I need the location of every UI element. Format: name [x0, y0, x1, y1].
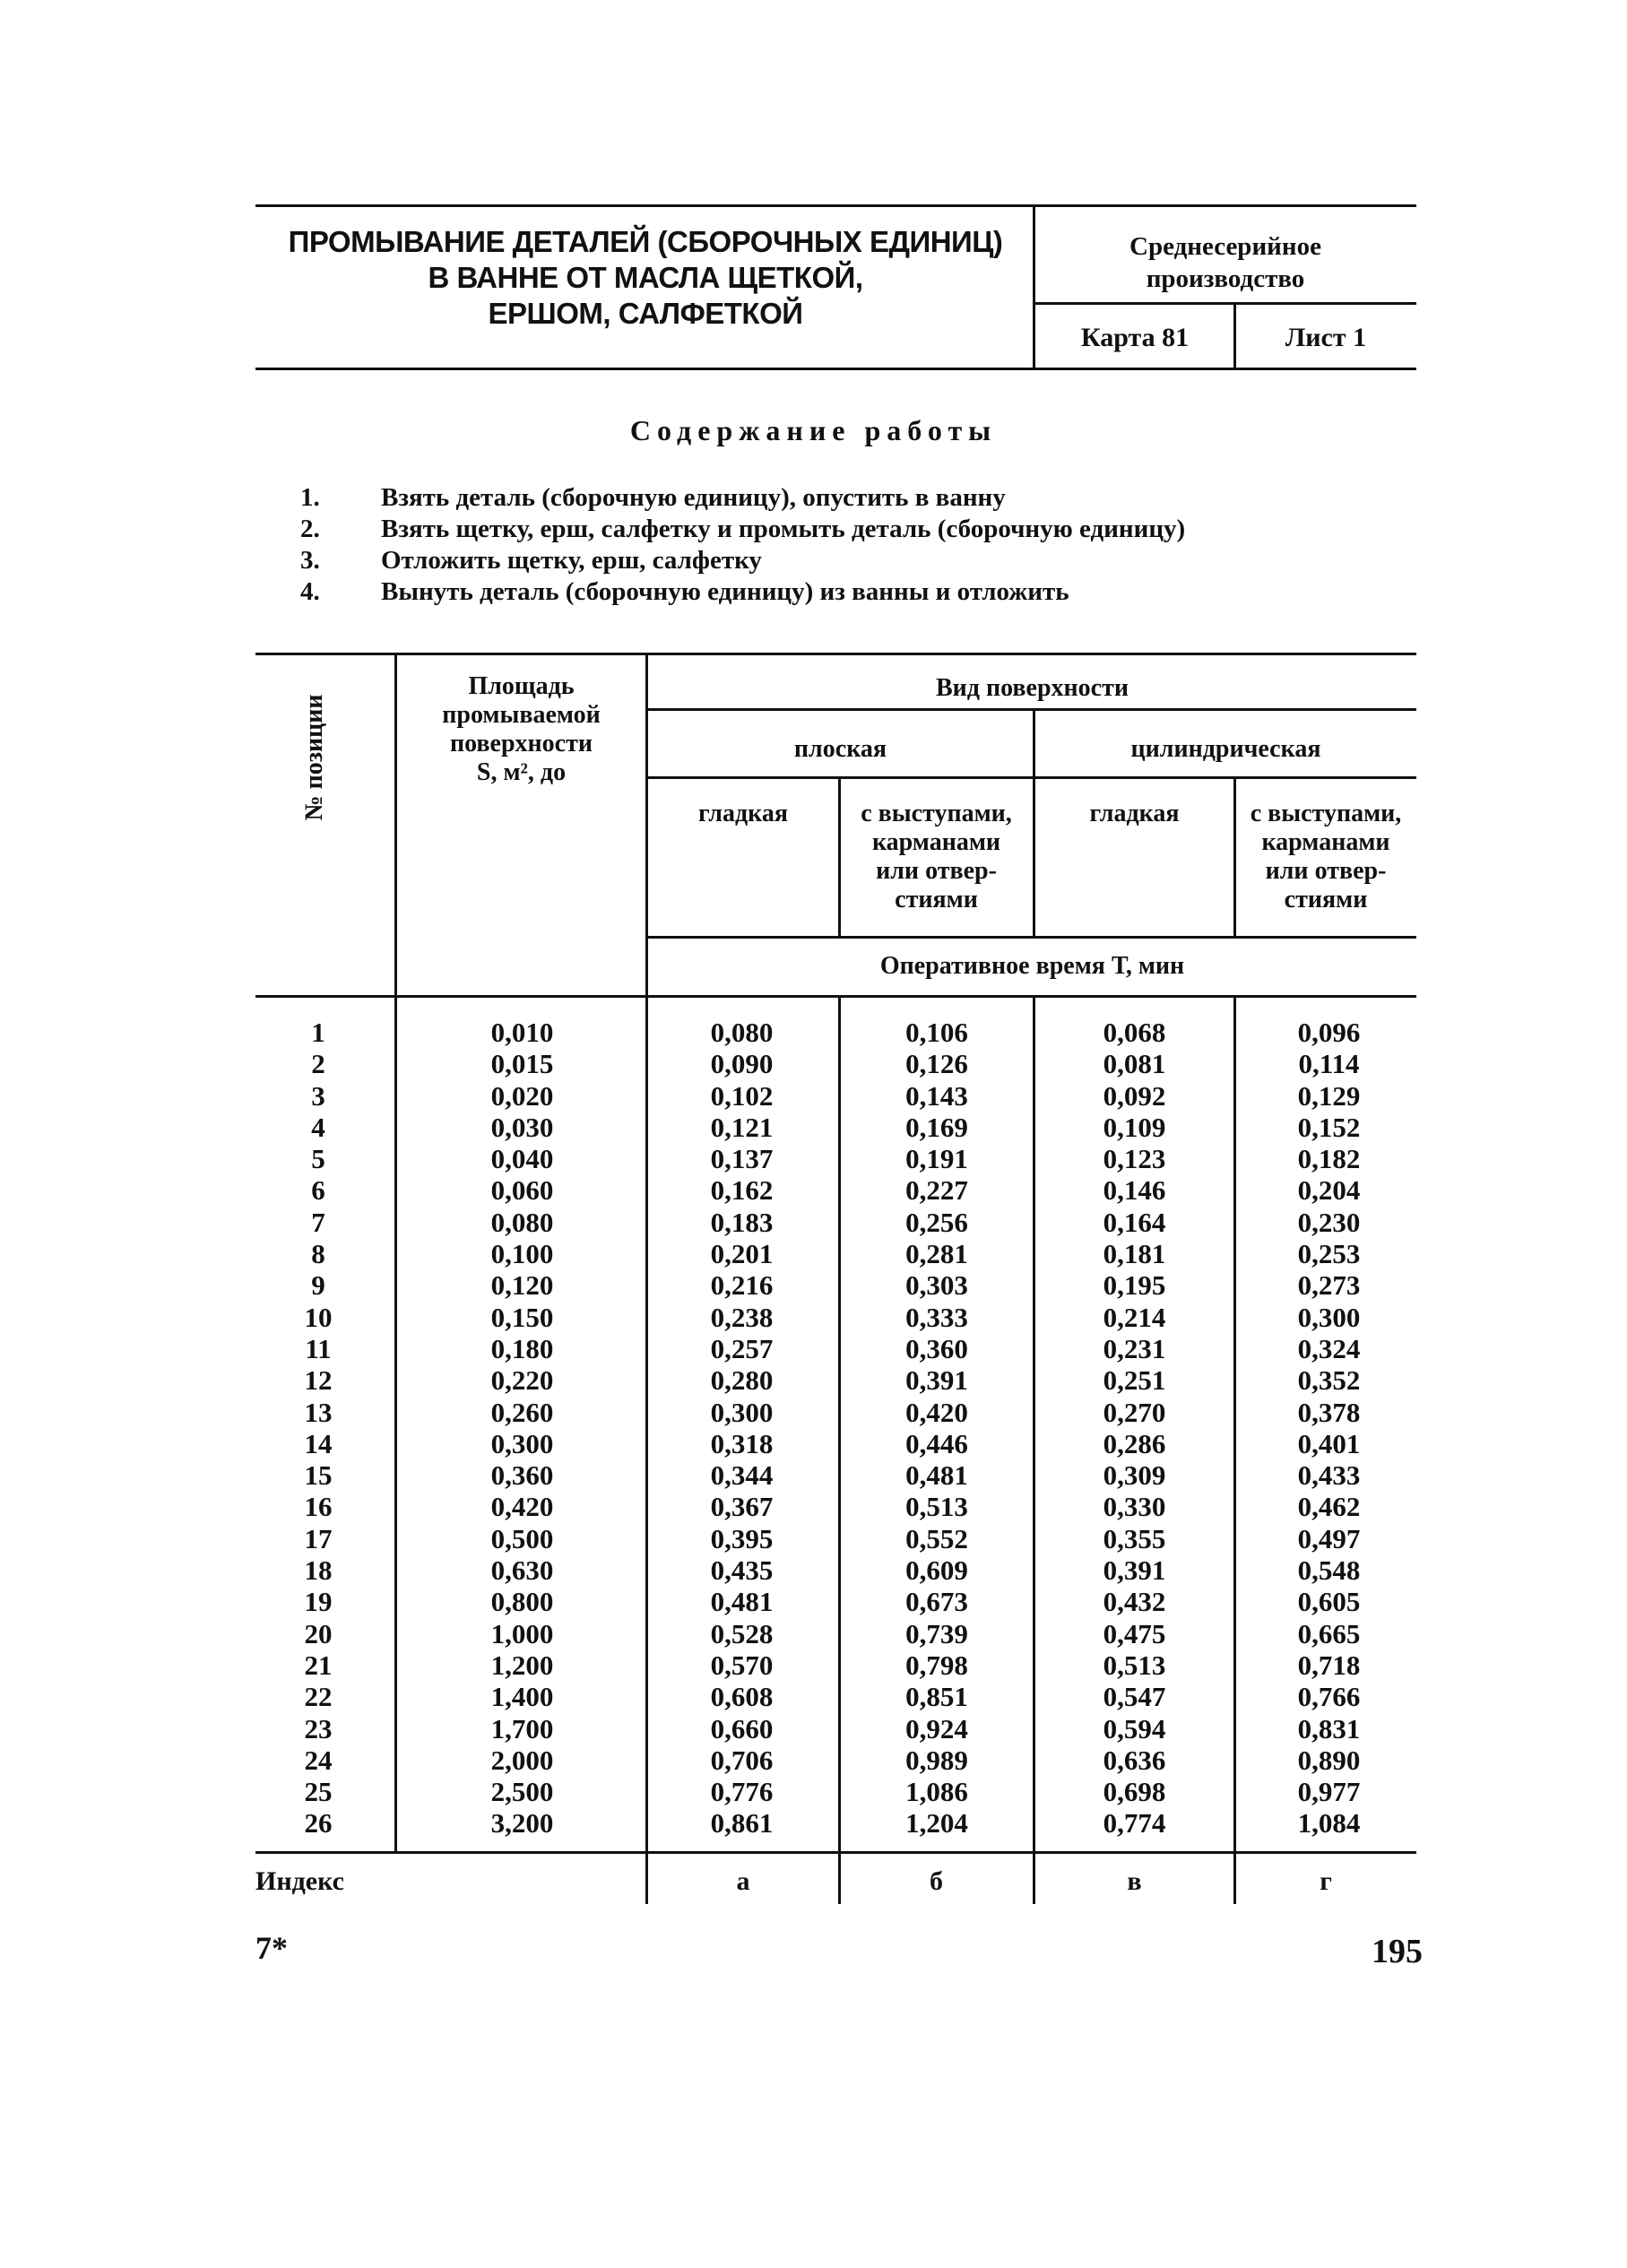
- table-cell: 0,552: [905, 1522, 968, 1554]
- section-title: Содержание работы: [629, 414, 998, 446]
- table-cell: 0,060: [490, 1174, 554, 1207]
- table-cell: 0,660: [710, 1712, 774, 1744]
- header-mid-rule: [1033, 302, 1416, 305]
- table-cell: 0,776: [710, 1776, 774, 1808]
- table-cell: 25: [304, 1776, 333, 1808]
- subtype-rule: [645, 776, 1416, 779]
- table-cell: 0,169: [905, 1111, 968, 1143]
- table-cell: 6: [311, 1174, 325, 1207]
- rough-header-line: стиями: [895, 886, 978, 913]
- table-cell: 0,861: [710, 1807, 774, 1840]
- list-item: [300, 576, 1185, 608]
- table-cell: 18: [304, 1554, 333, 1587]
- table-cell: 0,630: [490, 1554, 554, 1587]
- table-cell: 14: [304, 1427, 333, 1459]
- table-cell: 0,129: [1297, 1079, 1361, 1112]
- area-header-line: промываемой: [442, 701, 601, 729]
- table-cell: 0,100: [490, 1238, 554, 1270]
- table-cell: 12: [304, 1364, 333, 1397]
- table-cell: 0,446: [905, 1427, 968, 1459]
- table-cell: 24: [304, 1744, 333, 1776]
- table-cell: 0,126: [905, 1048, 968, 1080]
- header-bottom-table-rule: [255, 995, 1416, 998]
- list-item: [300, 545, 1185, 576]
- time-header: Оперативное время Т, мин: [879, 952, 1185, 980]
- table-cell: 0,432: [1103, 1586, 1166, 1618]
- table-cell: 0,851: [905, 1681, 968, 1713]
- table-cell: 0,300: [1297, 1301, 1361, 1333]
- title-line: ЕРШОМ, САЛФЕТКОЙ: [488, 297, 803, 330]
- index-a: а: [736, 1866, 750, 1896]
- table-cell: 1,200: [490, 1649, 554, 1681]
- cyl-rough-column: [1246, 1017, 1412, 1840]
- table-cell: 0,360: [905, 1332, 968, 1364]
- table-cell: 9: [311, 1269, 325, 1302]
- card-number: Карта 81: [1080, 323, 1190, 352]
- cylindrical-header: цилиндрическая: [1130, 735, 1321, 763]
- table-cell: 0,890: [1297, 1744, 1361, 1776]
- area-column: [421, 1017, 623, 1840]
- table-cell: 0,280: [710, 1364, 774, 1397]
- step-text: Отложить щетку, ерш, салфетку: [381, 546, 762, 575]
- table-cell: 19: [304, 1586, 333, 1618]
- table-cell: 0,260: [490, 1396, 554, 1428]
- table-cell: 0,068: [1103, 1017, 1166, 1048]
- table-cell: 0,831: [1297, 1712, 1361, 1744]
- table-cell: 0,391: [1103, 1554, 1166, 1587]
- table-cell: 0,201: [710, 1238, 774, 1270]
- table-cell: 0,497: [1297, 1522, 1361, 1554]
- table-cell: 0,395: [710, 1522, 774, 1554]
- flat-smooth-column: [659, 1017, 825, 1840]
- table-cell: 0,121: [710, 1111, 774, 1143]
- table-cell: 0,195: [1103, 1269, 1166, 1302]
- production-line: Среднесерийное: [1129, 232, 1321, 261]
- col-rule: [1233, 995, 1236, 1852]
- document-title: [255, 224, 1035, 332]
- table-cell: 17: [304, 1522, 333, 1554]
- table-cell: 0,080: [490, 1206, 554, 1238]
- flat-smooth-header: гладкая: [697, 800, 789, 827]
- table-cell: 4: [311, 1111, 325, 1143]
- table-cell: 1,204: [905, 1807, 968, 1840]
- rough-header-line: карманами: [1261, 828, 1390, 856]
- table-cell: 0,238: [710, 1301, 774, 1333]
- table-cell: 0,123: [1103, 1143, 1166, 1175]
- table-cell: 0,528: [710, 1617, 774, 1649]
- table-cell: 3: [311, 1079, 325, 1112]
- index-d: г: [1320, 1866, 1332, 1896]
- area-header-line: S, м², до: [476, 758, 567, 786]
- col-rule: [645, 653, 648, 1852]
- area-header-line: Площадь: [468, 672, 575, 700]
- table-cell: 1,086: [905, 1776, 968, 1808]
- step-number: 2.: [300, 515, 320, 543]
- table-cell: 0,180: [490, 1332, 554, 1364]
- table-cell: 0,080: [710, 1017, 774, 1048]
- table-cell: 0,109: [1103, 1111, 1166, 1143]
- table-cell: 0,665: [1297, 1617, 1361, 1649]
- table-cell: 10: [304, 1301, 333, 1333]
- area-header-line: поверхности: [449, 730, 593, 757]
- steps-list: [300, 482, 1185, 608]
- table-cell: 0,092: [1103, 1079, 1166, 1112]
- table-cell: 0,204: [1297, 1174, 1361, 1207]
- table-cell: 0,547: [1103, 1681, 1166, 1713]
- table-cell: 2: [311, 1048, 325, 1080]
- table-cell: 1,400: [490, 1681, 554, 1713]
- table-cell: 0,191: [905, 1143, 968, 1175]
- table-cell: 0,281: [905, 1238, 968, 1270]
- table-cell: 0,513: [1103, 1649, 1166, 1681]
- table-cell: 0,766: [1297, 1681, 1361, 1713]
- index-label: Индекс: [255, 1866, 344, 1896]
- table-cell: 0,420: [905, 1396, 968, 1428]
- table-cell: 0,181: [1103, 1238, 1166, 1270]
- title-line: В ВАННЕ ОТ МАСЛА ЩЕТКОЙ,: [428, 261, 863, 294]
- table-cell: 0,251: [1103, 1364, 1166, 1397]
- table-cell: 0,594: [1103, 1712, 1166, 1744]
- table-cell: 0,152: [1297, 1111, 1361, 1143]
- table-cell: 0,309: [1103, 1459, 1166, 1492]
- table-cell: 0,230: [1297, 1206, 1361, 1238]
- table-cell: 0,367: [710, 1491, 774, 1523]
- table-cell: 0,106: [905, 1017, 968, 1048]
- table-cell: 0,774: [1103, 1807, 1166, 1840]
- table-cell: 0,378: [1297, 1396, 1361, 1428]
- table-cell: 0,090: [710, 1048, 774, 1080]
- table-cell: 0,183: [710, 1206, 774, 1238]
- table-cell: 0,706: [710, 1744, 774, 1776]
- step-number: 1.: [300, 483, 320, 512]
- table-cell: 0,150: [490, 1301, 554, 1333]
- time-top-rule: [645, 936, 1416, 939]
- table-cell: 0,137: [710, 1143, 774, 1175]
- table-cell: 0,718: [1297, 1649, 1361, 1681]
- table-cell: 0,164: [1103, 1206, 1166, 1238]
- table-cell: 0,924: [905, 1712, 968, 1744]
- table-top-rule: [255, 653, 1416, 655]
- table-cell: 2,500: [490, 1776, 554, 1808]
- table-cell: 0,977: [1297, 1776, 1361, 1808]
- table-cell: 0,636: [1103, 1744, 1166, 1776]
- table-cell: 20: [304, 1617, 333, 1649]
- table-cell: 0,481: [710, 1586, 774, 1618]
- area-header: [397, 672, 645, 787]
- table-cell: 21: [304, 1649, 333, 1681]
- table-cell: 0,270: [1103, 1396, 1166, 1428]
- table-cell: 0,256: [905, 1206, 968, 1238]
- flat-rough-header: [840, 800, 1033, 914]
- table-cell: 0,391: [905, 1364, 968, 1397]
- table-cell: 0,081: [1103, 1048, 1166, 1080]
- table-cell: 16: [304, 1491, 333, 1523]
- table-cell: 8: [311, 1238, 325, 1270]
- table-cell: 0,989: [905, 1744, 968, 1776]
- table-cell: 0,300: [710, 1396, 774, 1428]
- table-cell: 0,330: [1103, 1491, 1166, 1523]
- step-text: Вынуть деталь (сборочную единицу) из ванны и отложить: [381, 577, 1069, 606]
- table-cell: 0,182: [1297, 1143, 1361, 1175]
- table-cell: 0,324: [1297, 1332, 1361, 1364]
- table-cell: 0,216: [710, 1269, 774, 1302]
- page-number: 195: [1372, 1933, 1423, 1970]
- title-line: ПРОМЫВАНИЕ ДЕТАЛЕЙ (СБОРОЧНЫХ ЕДИНИЦ): [288, 225, 1003, 258]
- table-cell: 1: [311, 1017, 325, 1048]
- table-cell: 5: [311, 1143, 325, 1175]
- rough-header-line: или отвер-: [876, 857, 997, 885]
- table-cell: 0,231: [1103, 1332, 1166, 1364]
- table-cell: 22: [304, 1681, 333, 1713]
- table-cell: 0,500: [490, 1522, 554, 1554]
- table-cell: 23: [304, 1712, 333, 1744]
- table-cell: 0,401: [1297, 1427, 1361, 1459]
- index-c: в: [1127, 1866, 1142, 1896]
- position-column: [273, 1017, 363, 1840]
- table-cell: 2,000: [490, 1744, 554, 1776]
- surface-rule: [645, 708, 1416, 711]
- table-cell: 0,420: [490, 1491, 554, 1523]
- table-cell: 11: [305, 1332, 332, 1364]
- header-top-rule: [255, 204, 1416, 207]
- rough-header-line: карманами: [871, 828, 1001, 856]
- col-rule: [1033, 995, 1035, 1852]
- table-cell: 0,698: [1103, 1776, 1166, 1808]
- table-cell: 1,000: [490, 1617, 554, 1649]
- cyl-rough-header: [1235, 800, 1416, 914]
- step-number: 3.: [300, 546, 320, 575]
- index-b: б: [930, 1866, 943, 1896]
- table-cell: 0,352: [1297, 1364, 1361, 1397]
- table-cell: 0,435: [710, 1554, 774, 1587]
- table-cell: 0,333: [905, 1301, 968, 1333]
- table-cell: 3,200: [490, 1807, 554, 1840]
- table-cell: 0,513: [905, 1491, 968, 1523]
- col-rule: [838, 995, 841, 1852]
- table-cell: 0,318: [710, 1427, 774, 1459]
- production-line: производство: [1146, 264, 1305, 293]
- table-cell: 0,253: [1297, 1238, 1361, 1270]
- table-cell: 0,257: [710, 1332, 774, 1364]
- table-cell: 0,010: [490, 1017, 554, 1048]
- table-cell: 0,609: [905, 1554, 968, 1587]
- table-cell: 0,015: [490, 1048, 554, 1080]
- table-cell: 0,040: [490, 1143, 554, 1175]
- table-cell: 0,433: [1297, 1459, 1361, 1492]
- table-cell: 26: [304, 1807, 333, 1840]
- table-cell: 0,143: [905, 1079, 968, 1112]
- table-cell: 0,120: [490, 1269, 554, 1302]
- table-cell: 0,146: [1103, 1174, 1166, 1207]
- table-cell: 0,020: [490, 1079, 554, 1112]
- rough-header-line: стиями: [1284, 886, 1368, 913]
- table-cell: 7: [311, 1206, 325, 1238]
- table-cell: 0,475: [1103, 1617, 1166, 1649]
- production-type: [1037, 230, 1414, 295]
- table-cell: 0,227: [905, 1174, 968, 1207]
- flat-header: плоская: [793, 735, 887, 763]
- sheet-number: Лист 1: [1285, 323, 1367, 352]
- rough-header-line: с выступами,: [1250, 800, 1402, 827]
- table-cell: 0,570: [710, 1649, 774, 1681]
- table-cell: 0,360: [490, 1459, 554, 1492]
- step-text: Взять щетку, ерш, салфетку и промыть деталь (сборочную единицу): [381, 515, 1186, 543]
- rough-header-line: с выступами,: [861, 800, 1012, 827]
- table-cell: 0,030: [490, 1111, 554, 1143]
- table-cell: 0,739: [905, 1617, 968, 1649]
- surface-type-header: Вид поверхности: [936, 674, 1129, 702]
- step-text: Взять деталь (сборочную единицу), опустить в ванну: [381, 483, 1006, 512]
- list-item: [300, 482, 1185, 514]
- table-cell: 0,162: [710, 1174, 774, 1207]
- table-cell: 0,300: [490, 1427, 554, 1459]
- cyl-smooth-column: [1047, 1017, 1222, 1840]
- table-cell: 0,273: [1297, 1269, 1361, 1302]
- table-cell: 0,462: [1297, 1491, 1361, 1523]
- table-cell: 0,673: [905, 1586, 968, 1618]
- table-cell: 0,344: [710, 1459, 774, 1492]
- table-cell: 0,800: [490, 1586, 554, 1618]
- table-cell: 0,096: [1297, 1017, 1361, 1048]
- flat-rough-column: [852, 1017, 1022, 1840]
- table-cell: 15: [304, 1459, 333, 1492]
- table-cell: 0,481: [905, 1459, 968, 1492]
- footer-mark: 7*: [255, 1930, 288, 1966]
- rough-header-line: или отвер-: [1265, 857, 1387, 885]
- table-cell: 0,303: [905, 1269, 968, 1302]
- table-cell: 0,286: [1103, 1427, 1166, 1459]
- table-cell: 0,605: [1297, 1586, 1361, 1618]
- cyl-smooth-header: гладкая: [1089, 800, 1180, 827]
- table-cell: 0,355: [1103, 1522, 1166, 1554]
- position-header: № позиции: [300, 694, 328, 821]
- table-bottom-rule: [255, 1851, 1416, 1854]
- table-cell: 1,084: [1297, 1807, 1361, 1840]
- table-cell: 0,114: [1298, 1048, 1360, 1080]
- table-cell: 1,700: [490, 1712, 554, 1744]
- table-cell: 13: [304, 1396, 333, 1428]
- table-cell: 0,102: [710, 1079, 774, 1112]
- table-cell: 0,220: [490, 1364, 554, 1397]
- header-bottom-rule: [255, 368, 1416, 370]
- table-cell: 0,548: [1297, 1554, 1361, 1587]
- step-number: 4.: [300, 577, 320, 606]
- table-cell: 0,608: [710, 1681, 774, 1713]
- list-item: [300, 514, 1185, 545]
- table-cell: 0,798: [905, 1649, 968, 1681]
- table-cell: 0,214: [1103, 1301, 1166, 1333]
- col-rule: [394, 653, 397, 1852]
